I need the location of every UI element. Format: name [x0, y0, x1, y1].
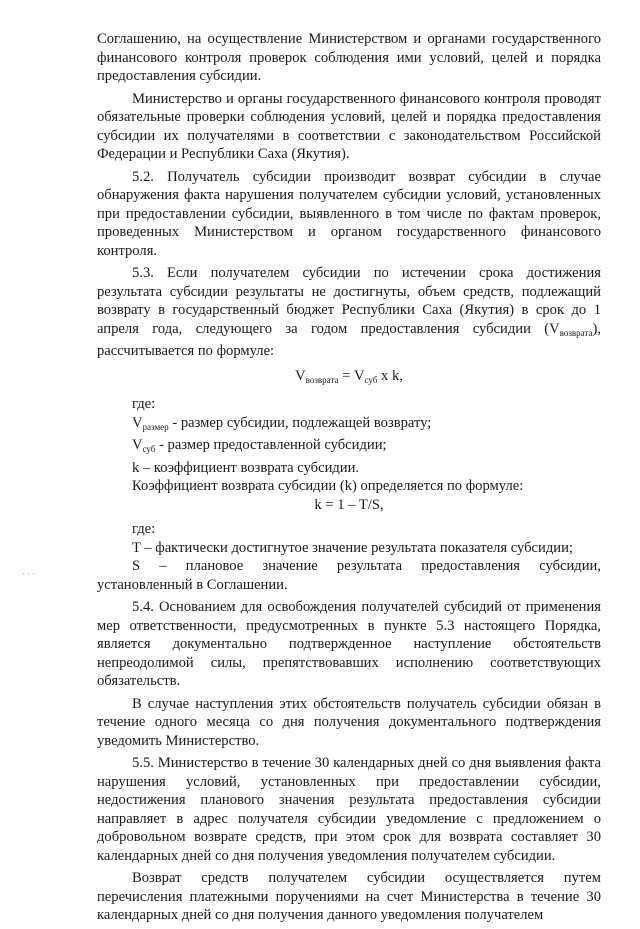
paragraph-continuation: Соглашению, на осуществление Министерством и органами государственного финансового контроля проверок соблюдения ими условий, целей и порядка предоставления субсидии. [97, 31, 601, 84]
definition-v-sub-text: - размер предоставленной субсидии; [155, 437, 387, 453]
paragraph-5-3 [97, 264, 601, 361]
definition-v-size [97, 414, 601, 437]
definition-s: S – плановое значение результата предоставления субсидии, установленный в Соглашении. [97, 558, 601, 593]
paragraph-5-3-subscript: возврата [559, 327, 593, 338]
paragraph-inspections: Министерство и органы государственного финансового контроля проводят обязательные проверки соблюдения условий, целей и порядка предоставления субсидии их получателями в соответствии с законодательством Российской Федерации и Республики Саха (Якутия). [97, 90, 601, 162]
paragraph-5-2: 5.2. Получатель субсидии производит возврат субсидии в случае обнаружения факта нарушения получателем субсидии условий, установленных при предоставлении субсидии, выявленного в том числе по фактам проверок, проведенных Министерством и органом государственного финансового контроля. [97, 168, 601, 259]
coefficient-intro: Коэффициент возврата субсидии (k) определяется по формуле: [132, 478, 524, 494]
definition-v-sub-symbol: V [132, 437, 143, 453]
definition-v-size-text: - размер субсидии, подлежащей возврату; [168, 414, 432, 431]
paragraph-return: Возврат средств получателем субсидии осуществляется путем перечисления платежными поручениями на счет Министерства в течение 30 календарных дней со дня получения данного уведомления получателем [97, 870, 601, 923]
paragraph-5-4: 5.4. Основанием для освобождения получателей субсидий от применения мер ответственности, предусмотренных в пункте 5.3 настоящего Порядка, является документально подтвержденное наступление обстоятельств непреодолимой силы, препятствовавших исполнению соответствующих обязательств. [97, 599, 601, 689]
formula-tail: x k, [377, 367, 403, 384]
definition-v-sub [97, 436, 601, 459]
where-label-1: где: [132, 396, 156, 412]
formula-coefficient: k = 1 – T/S, [314, 496, 384, 513]
paragraph-5-3-text: 5.3. Если получателем субсидии по истечении срока достижения результата субсидии результаты не достигнуты, объем средств, подлежащий возврату в государственный бюджет Республики Саха (Якутия) в срок до 1 апреля года, следующего за годом предоставления субсидии (V [97, 265, 601, 337]
formula-lhs: V [295, 367, 306, 384]
scan-margin-mark: · · · [22, 570, 35, 579]
definition-k: k – коэффициент возврата субсидии. [132, 459, 360, 476]
definition-v-sub-subscript: суб [142, 444, 156, 454]
document-body [97, 30, 601, 929]
definition-v-size-symbol: V [132, 414, 143, 431]
formula-return-volume [97, 367, 601, 390]
paragraph-5-5: 5.5. Министерство в течение 30 календарных дней со дня выявления факта нарушения условий, установленных при предоставлении субсидии, недостижения планового значения результата предоставления субсидии направляет в адрес получателя субсидии уведомление с предложением о добровольном возврате средств, при этом срок для возврата составляет 30 календарных дней со дня получения уведомления получателем субсидии. [97, 755, 601, 864]
where-label-2: где: [132, 521, 156, 537]
definition-v-size-subscript: размер [142, 421, 169, 432]
formula-eq: = V [338, 367, 365, 384]
paragraph-notify: В случае наступления этих обстоятельств получатель субсидии обязан в течение одного месяца со дня получения документального подтверждения уведомить Министерство. [97, 695, 601, 749]
paragraph-5-3-tail: ), рассчитывается по формуле: [97, 320, 601, 359]
definition-t: T – фактически достигнутое значение результата показателя субсидии; [132, 539, 573, 556]
formula-rhs-subscript: суб [364, 374, 378, 385]
formula-lhs-subscript: возврата [305, 374, 339, 385]
